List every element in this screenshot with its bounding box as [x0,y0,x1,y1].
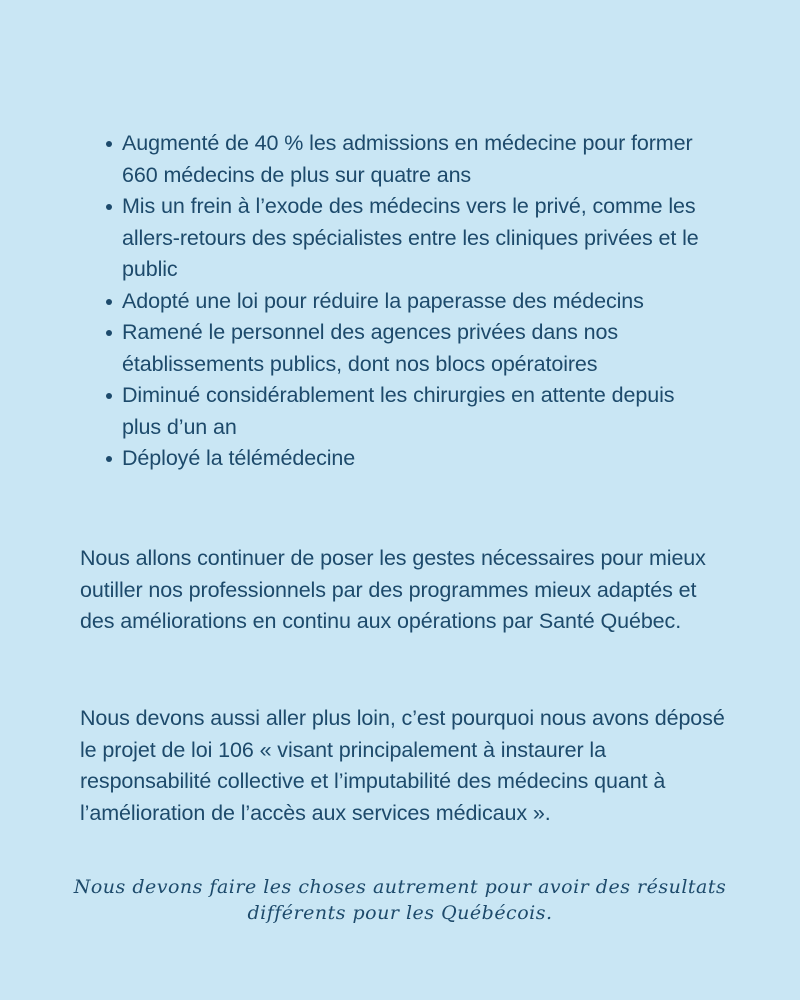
list-item-text: Mis un frein à l’exode des médecins vers le privé, comme les allers-retours des spécialistes entre les cliniques privées et le public [122,194,699,281]
accomplishments-list [104,128,704,475]
paragraph-continue: Nous allons continuer de poser les gestes nécessaires pour mieux outiller nos professionnels par des programmes mieux adaptés et des améliorations en continu aux opérations par Santé Québec. [80,546,706,633]
list-item-text: Adopté une loi pour réduire la paperasse des médecins [122,288,644,313]
list-item-text: Diminué considérablement les chirurgies en attente depuis plus d’un an [122,383,675,439]
list-item-text: Déployé la télémédecine [122,446,356,470]
list-item [104,380,704,443]
list-item-text: Ramené le personnel des agences privées dans nos établissements publics, dont nos blocs opératoires [122,320,618,376]
list-item [104,443,704,475]
paragraph-bill-106: Nous devons aussi aller plus loin, c’est pourquoi nous avons déposé le projet de loi 106 « visant principalement à instaurer la responsabilité collective et l’imputabilité des médecins quant à l’amélioration de l’accès aux services médicaux ». [80,706,725,825]
closing-quote: Nous devons faire les choses autrement pour avoir des résultats différents pour les Québécois. [73,876,727,924]
bullet-icon [106,330,112,336]
bullet-icon [106,393,112,399]
list-item [104,286,704,318]
list-item-text: Augmenté de 40 % les admissions en médecine pour former 660 médecins de plus sur quatre ans [122,131,693,187]
bullet-icon [106,299,112,305]
bullet-icon [106,141,112,147]
list-item [104,317,704,380]
bullet-icon [106,204,112,210]
list-item [104,128,704,191]
bullet-icon [106,456,112,462]
list-item [104,191,704,286]
